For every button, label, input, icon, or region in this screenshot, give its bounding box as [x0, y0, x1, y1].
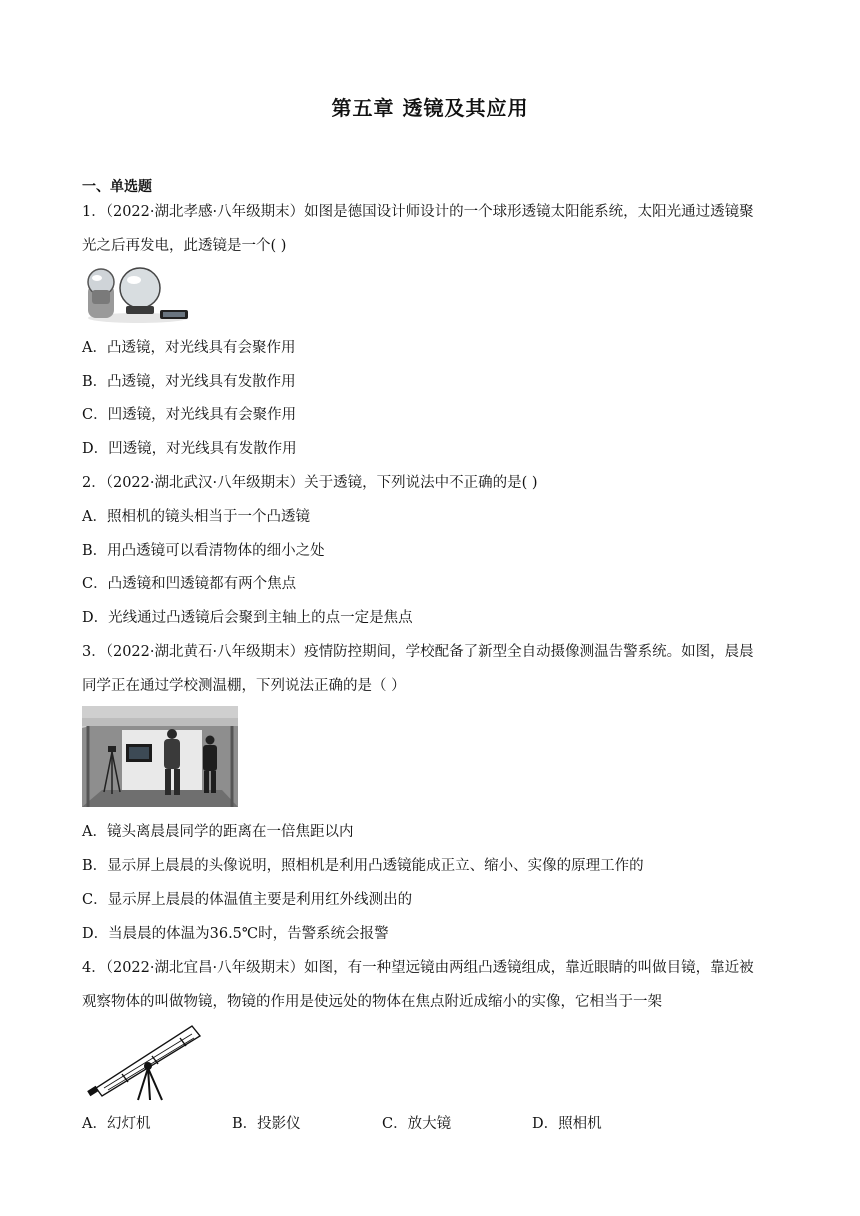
- q2-option-a: A．照相机的镜头相当于一个凸透镜: [82, 509, 310, 525]
- q4-option-d: D．照相机: [532, 1116, 602, 1132]
- q2-option-c: C．凸透镜和凹透镜都有两个焦点: [82, 576, 297, 592]
- q3-figure-temperature-tent-image: [82, 706, 238, 807]
- q1-figure-solar-sphere-image: [82, 262, 194, 324]
- q4-stem-line2: 观察物体的叫做物镜，物镜的作用是使远处的物体在焦点附近成缩小的实像，它相当于一架: [82, 994, 662, 1010]
- q3-stem-line2: 同学正在通过学校测温棚，下列说法正确的是（ ）: [82, 678, 406, 694]
- q4-figure-telescope-image: [82, 1022, 210, 1102]
- q2-option-b: B．用凸透镜可以看清物体的细小之处: [82, 543, 325, 559]
- q4-stem-line1: 4．（2022·湖北宜昌·八年级期末）如图，有一种望远镜由两组凸透镜组成，靠近眼睛的叫做目镜，靠近被: [82, 960, 754, 976]
- q1-stem-line1: 1．（2022·湖北孝感·八年级期末）如图是德国设计师设计的一个球形透镜太阳能系统，太阳光通过透镜聚: [82, 204, 754, 220]
- q1-stem-line2: 光之后再发电，此透镜是一个( ): [82, 238, 287, 254]
- q4-option-a: A．幻灯机: [82, 1116, 151, 1132]
- q1-option-d: D．凹透镜，对光线具有发散作用: [82, 441, 297, 457]
- q4-figure-svg: [82, 1022, 210, 1102]
- q3-figure-svg: [82, 706, 238, 807]
- q4-option-b: B．投影仪: [232, 1116, 301, 1132]
- q1-option-b: B．凸透镜，对光线具有发散作用: [82, 374, 296, 390]
- q2-stem: 2．（2022·湖北武汉·八年级期末）关于透镜，下列说法中不正确的是( ): [82, 475, 538, 491]
- section-heading: 一、单选题: [82, 179, 152, 195]
- q2-option-d: D．光线通过凸透镜后会聚到主轴上的点一定是焦点: [82, 610, 413, 626]
- q1-option-a: A．凸透镜，对光线具有会聚作用: [82, 340, 296, 356]
- q3-option-c: C．显示屏上晨晨的体温值主要是利用红外线测出的: [82, 892, 413, 908]
- q3-option-d: D．当晨晨的体温为36.5℃时，告警系统会报警: [82, 926, 389, 942]
- q3-option-b: B．显示屏上晨晨的头像说明，照相机是利用凸透镜能成正立、缩小、实像的原理工作的: [82, 858, 644, 874]
- q1-option-c: C．凹透镜，对光线具有会聚作用: [82, 407, 297, 423]
- q4-option-c: C．放大镜: [382, 1116, 452, 1132]
- q3-option-a: A．镜头离晨晨同学的距离在一倍焦距以内: [82, 824, 354, 840]
- chapter-title: 第五章 透镜及其应用: [331, 96, 529, 120]
- q1-figure-svg: [82, 262, 194, 324]
- q3-stem-line1: 3．（2022·湖北黄石·八年级期末）疫情防控期间，学校配备了新型全自动摄像测温告警系统。如图，晨晨: [82, 644, 754, 660]
- q4-options-row: [82, 1114, 782, 1134]
